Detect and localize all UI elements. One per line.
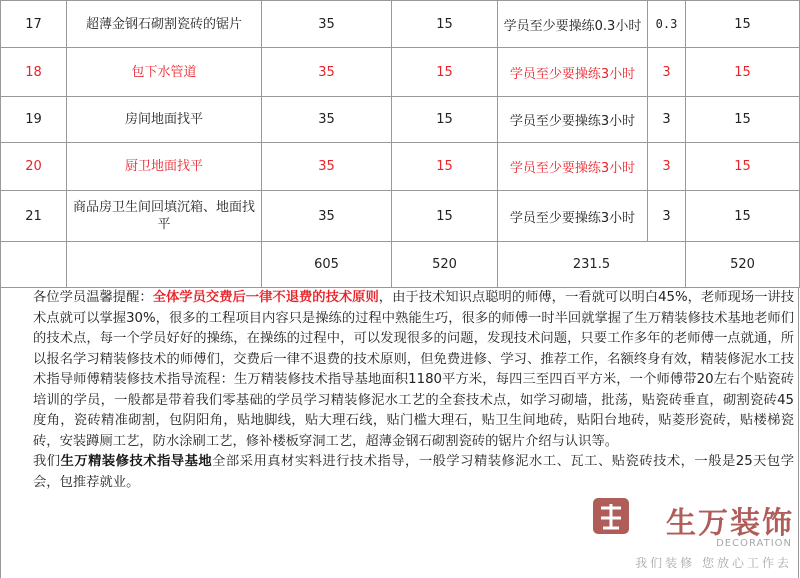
value-col-1: 35: [262, 143, 392, 191]
no-refund-highlight: 全体学员交费后一律不退费的技术原则: [152, 290, 379, 305]
notice-p2-lead: 我们: [33, 454, 61, 469]
practice-hours: 0.3: [648, 1, 686, 48]
row-number: 17: [1, 1, 67, 48]
notice-body: ，由于技术知识点聪明的师傅，一看就可以明白45%，老师现场一讲技术点就可以掌握30%，很多的工程项目内容只是操练的过程中熟能生巧，很多的师傅一时半回就掌握了生万精装修技术基地老师们的技术点，每一个学员好好的操练，在操练的过程中，可以发现很多的问题，发现技术问题，只要工作多年的老师傅一点就通，所以报名学习精装修技术的师傅们，交费后一律不退费的技术原则，但免费进修、学习、推荐工作，名额终身有效，精装修泥水工技术指导师傅精装修技术指导流程：生万精装修技术指导基地面积1180平方米，每四三至四百平方米，一个师傅带20左右个贴瓷砖培训的学员，一般都是带着我们零基础的学员学习精装修泥水工艺的全套技术点，如学习砌墙，批荡，贴瓷砖垂直，砌割瓷砖45度角，瓷砖精准砌割，包阴阳角，贴地脚线，贴大理石线，贴门槛大理石，贴卫生间地砖，贴阳台地砖，贴菱形瓷砖，贴楼梯瓷砖，安装蹲厕工艺，防水涂刷工艺，修补楼板穿洞工艺，超薄金钢石砌割瓷砖的锯片介绍与认识等。: [33, 290, 795, 449]
table-row: [1, 143, 800, 191]
row-number: 18: [1, 48, 67, 97]
item-name: 商品房卫生间回填沉箱、地面找平: [67, 191, 262, 242]
value-col-1: 35: [262, 1, 392, 48]
value-col-2: 15: [392, 97, 498, 143]
table-row: [1, 191, 800, 242]
value-col-2: 15: [392, 191, 498, 242]
notice-p2-body: 全部采用真材实料进行技术指导，一般学习精装修泥水工、瓦工、贴瓷砖技术，一般是25天包学会，包推荐就业。: [33, 454, 795, 490]
practice-hours: 3: [648, 48, 686, 97]
total-c1: 605: [262, 242, 392, 288]
row-number: 19: [1, 97, 67, 143]
value-col-3: 15: [686, 97, 800, 143]
value-col-3: 15: [686, 48, 800, 97]
watermark-logo-text: 生万装饰: [666, 506, 794, 541]
value-col-3: 15: [686, 1, 800, 48]
total-c2: 520: [392, 242, 498, 288]
item-name: 包下水管道: [67, 48, 262, 97]
table-row: [1, 97, 800, 143]
watermark-slogan: 我们装修 您放心工作去: [635, 556, 792, 570]
watermark-logo-en: DECORATION: [716, 538, 792, 549]
value-col-1: 35: [262, 48, 392, 97]
value-col-1: 35: [262, 97, 392, 143]
company-logo-icon: [589, 494, 633, 538]
value-col-2: 15: [392, 48, 498, 97]
total-hours: 231.5: [498, 242, 686, 288]
table-row: [1, 1, 800, 48]
item-name: 超薄金钢石砌割瓷砖的锯片: [67, 1, 262, 48]
practice-hours: 3: [648, 97, 686, 143]
value-col-1: 35: [262, 191, 392, 242]
course-table: [0, 0, 800, 288]
item-name: 房间地面找平: [67, 97, 262, 143]
value-col-2: 15: [392, 143, 498, 191]
value-col-3: 15: [686, 191, 800, 242]
total-c3: 520: [686, 242, 800, 288]
base-name-highlight: 生万精装修技术指导基地: [60, 454, 213, 469]
item-name: 厨卫地面找平: [67, 143, 262, 191]
row-number: 21: [1, 191, 67, 242]
notice-paragraph-1: [5, 288, 794, 452]
value-col-3: 15: [686, 143, 800, 191]
practice-requirement: 学员至少要操练0.3小时: [498, 1, 648, 48]
practice-requirement: 学员至少要操练3小时: [498, 97, 648, 143]
table-row: [1, 48, 800, 97]
row-number: 20: [1, 143, 67, 191]
practice-hours: 3: [648, 191, 686, 242]
practice-requirement: 学员至少要操练3小时: [498, 48, 648, 97]
empty-cell: [1, 242, 67, 288]
value-col-2: 15: [392, 1, 498, 48]
practice-requirement: 学员至少要操练3小时: [498, 191, 648, 242]
empty-cell: [67, 242, 262, 288]
notice-paragraph-2: [5, 452, 794, 493]
practice-requirement: 学员至少要操练3小时: [498, 143, 648, 191]
company-watermark: [589, 492, 794, 574]
practice-hours: 3: [648, 143, 686, 191]
notice-lead: 各位学员温馨提醒：: [33, 290, 153, 305]
totals-row: [1, 242, 800, 288]
